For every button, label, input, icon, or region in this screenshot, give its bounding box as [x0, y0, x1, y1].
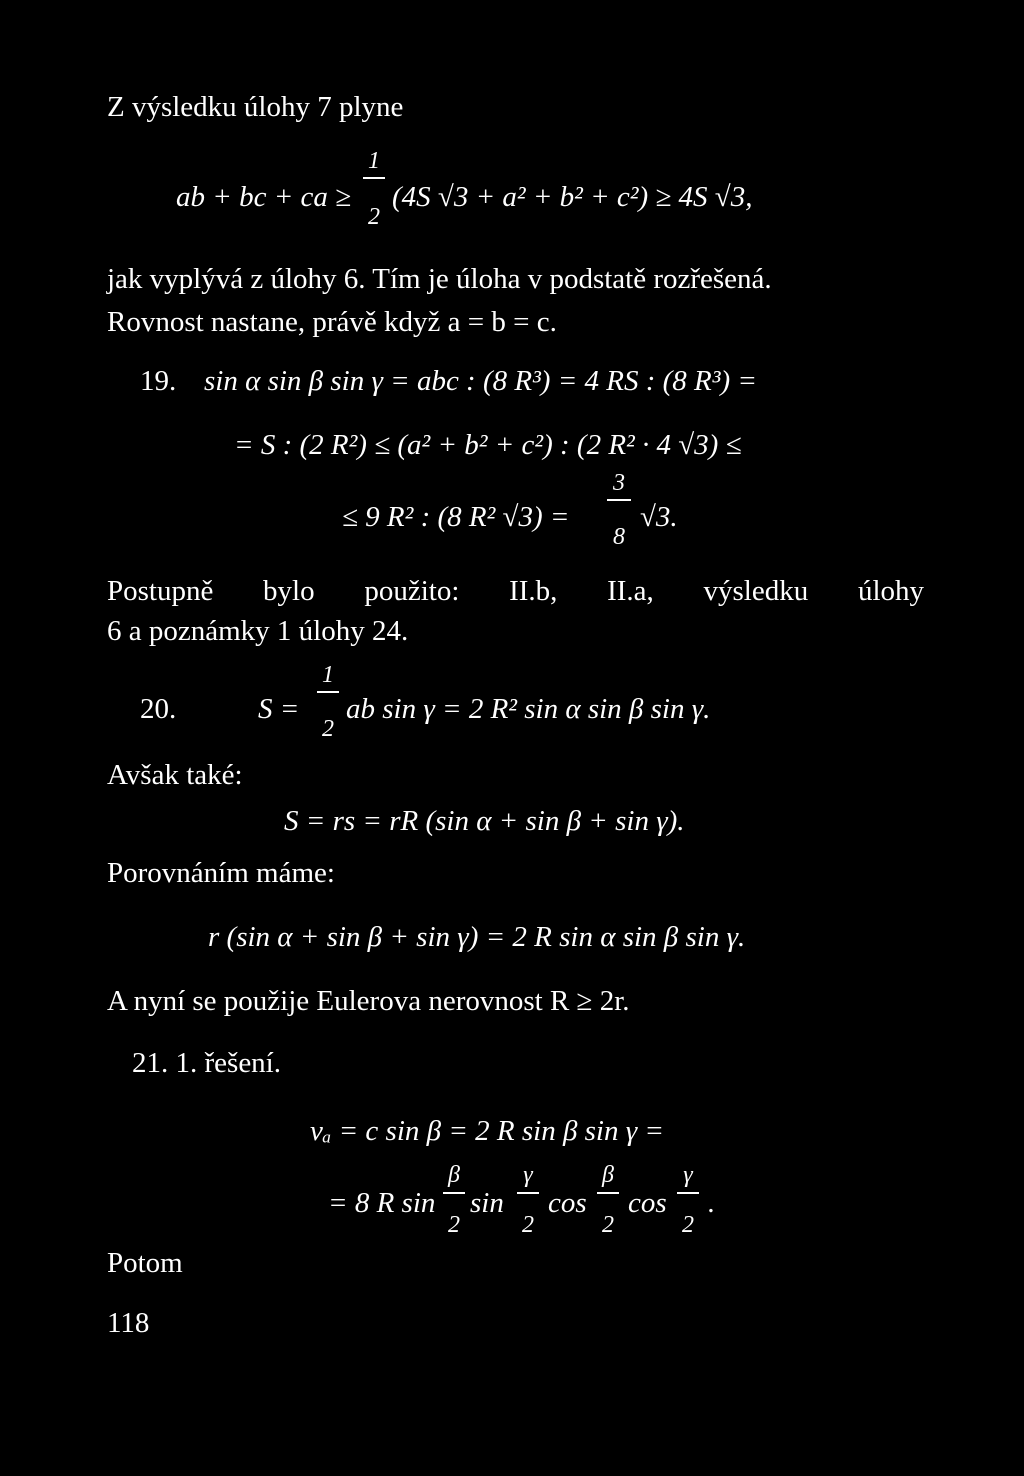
text-line: Porovnáním máme:	[107, 857, 335, 889]
equation-lhs: ab + bc + ca ≥	[176, 181, 352, 213]
equation-line: = S : (2 R²) ≤ (a² + b² + c²) : (2 R² · 4 √3) ≤	[234, 429, 742, 461]
equation-rhs: √3.	[640, 501, 678, 533]
fraction-denominator: 2	[448, 1212, 460, 1238]
fraction-bar	[597, 1192, 619, 1194]
equation-lhs: S =	[258, 693, 300, 725]
problem-number: 20.	[140, 693, 177, 725]
problem-number: 19.	[140, 365, 177, 397]
equation-line: r (sin α + sin β + sin γ) = 2 R sin α sin β sin γ.	[208, 921, 746, 953]
equation-line: S = rs = rR (sin α + sin β + sin γ).	[284, 805, 685, 837]
fraction-numerator: 3	[613, 470, 625, 496]
text-line: Postupně bylo použito: II.b, II.a, výsledku úlohy	[107, 575, 924, 607]
fraction-bar	[317, 691, 339, 693]
fraction-numerator: 1	[322, 662, 334, 688]
fraction-bar	[443, 1192, 465, 1194]
fraction-numerator: γ	[523, 1162, 533, 1188]
equation-line: vₐ = c sin β = 2 R sin β sin γ =	[310, 1115, 664, 1147]
equation-part: sin	[470, 1187, 504, 1219]
fraction-bar	[517, 1192, 539, 1194]
text-line: A nyní se použije Eulerova nerovnost R ≥ 2r.	[107, 985, 630, 1017]
equation-part: = 8 R sin	[328, 1187, 436, 1219]
fraction-numerator: β	[602, 1162, 614, 1188]
text-line: Potom	[107, 1247, 183, 1279]
text-line: Rovnost nastane, právě když a = b = c.	[107, 306, 557, 338]
fraction-numerator: γ	[683, 1162, 693, 1188]
fraction-bar	[363, 177, 385, 179]
text-line: 6 a poznámky 1 úlohy 24.	[107, 615, 409, 647]
fraction-denominator: 2	[682, 1212, 694, 1238]
fraction-denominator: 2	[368, 204, 380, 230]
fraction-denominator: 2	[322, 716, 334, 742]
equation-rhs: ab sin γ = 2 R² sin α sin β sin γ.	[346, 693, 711, 725]
fraction-numerator: 1	[368, 148, 380, 174]
equation-line: sin α sin β sin γ = abc : (8 R³) = 4 RS : (8 R³) =	[204, 365, 757, 397]
equation-part: .	[708, 1187, 716, 1219]
equation-part: cos	[628, 1187, 667, 1219]
fraction-denominator: 8	[613, 524, 625, 550]
fraction-bar	[677, 1192, 699, 1194]
fraction-denominator: 2	[602, 1212, 614, 1238]
text-line: Avšak také:	[107, 759, 243, 791]
text-line: Z výsledku úlohy 7 plyne	[107, 91, 404, 123]
equation-lhs: ≤ 9 R² : (8 R² √3) =	[342, 501, 570, 533]
text-line: jak vyplývá z úlohy 6. Tím je úloha v podstatě rozřešená.	[107, 263, 772, 295]
fraction-denominator: 2	[522, 1212, 534, 1238]
fraction-numerator: β	[448, 1162, 460, 1188]
equation-rhs: (4S √3 + a² + b² + c²) ≥ 4S √3,	[392, 181, 753, 213]
page-number: 118	[107, 1307, 150, 1339]
fraction-bar	[607, 499, 631, 501]
equation-part: cos	[548, 1187, 587, 1219]
section-heading: 21. 1. řešení.	[132, 1047, 281, 1079]
